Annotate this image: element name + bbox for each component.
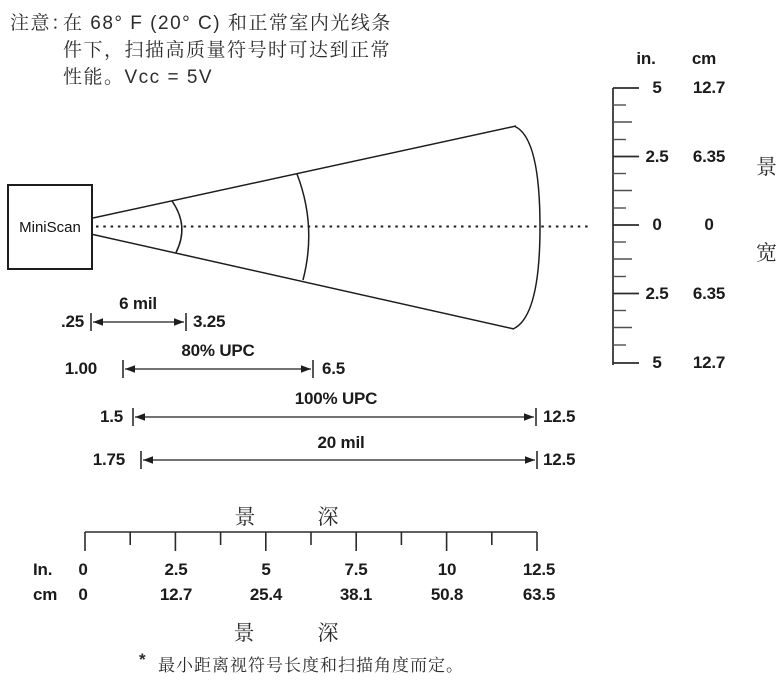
note-prefix: 注意：: [10, 13, 72, 34]
range-bar-min: 1.75: [92, 450, 125, 469]
right-ruler-cm-value: 12.7: [692, 353, 726, 372]
right-ruler-in-value: 0: [652, 215, 662, 234]
note-line-1: 在 68° F (20° C) 和正常室内光线条: [63, 13, 392, 34]
range-bar-min: 1.5: [99, 407, 123, 426]
range-bar-100upc-line: [133, 408, 536, 426]
depth-of-field-axis: [85, 532, 537, 551]
depth-axis-title-top-right: 深: [317, 506, 339, 529]
depth-axis-in-value: 7.5: [344, 560, 368, 579]
range-bar-label: 20 mil: [317, 433, 365, 452]
right-ruler-in-value: 2.5: [645, 146, 669, 166]
range-bar-max: 3.25: [193, 312, 226, 331]
right-ruler-cm-header: cm: [691, 49, 717, 68]
right-ruler-cm-value: 6.35: [692, 146, 726, 166]
range-bar-20mil-line: [141, 451, 537, 469]
scan-width-axis-label-bottom: 宽: [756, 242, 777, 265]
scan-width-axis-label-top: 景: [756, 156, 777, 179]
footnote-text: 最小距离视符号长度和扫描角度而定。: [158, 656, 464, 675]
depth-axis-cm-value: 0: [78, 585, 88, 604]
range-bar-80upc-line: [123, 360, 313, 378]
depth-axis-cm-value: 50.8: [430, 585, 464, 604]
range-bar-max: 6.5: [322, 359, 346, 378]
depth-axis-title-bottom-right: 深: [317, 622, 339, 645]
range-bar-min: 1.00: [64, 359, 97, 378]
right-ruler-cm-value: 12.7: [692, 78, 726, 97]
right-ruler-cm-value: 0: [704, 215, 714, 234]
right-ruler-in-value: 5: [652, 78, 662, 97]
range-bar-6mil-line: [91, 313, 186, 331]
right-ruler-in-header: in.: [636, 49, 656, 68]
footnote-marker: *: [139, 650, 147, 669]
range-bar-max: 12.5: [543, 407, 576, 426]
depth-axis-in-value: 2.5: [164, 560, 188, 579]
range-bar-label: 6 mil: [119, 294, 157, 313]
depth-axis-cm-label: cm: [33, 585, 58, 604]
depth-axis-in-value: 10: [437, 560, 457, 579]
depth-axis-cm-value: 38.1: [339, 585, 373, 604]
note-line-2: 件下，扫描高质量符号时可达到正常: [63, 40, 392, 61]
scan-width-ruler: [613, 88, 639, 365]
depth-axis-in-value: 5: [261, 560, 271, 579]
scanner-box: [7, 184, 93, 270]
depth-axis-in-value: 0: [78, 560, 88, 579]
depth-axis-cm-value: 25.4: [249, 585, 283, 604]
right-ruler-cm-value: 6.35: [692, 283, 726, 303]
right-ruler-in-value: 2.5: [645, 283, 669, 303]
range-bar-max: 12.5: [543, 450, 576, 469]
range-bar-min: .25: [60, 312, 84, 331]
range-bar-label: 100% UPC: [294, 389, 378, 408]
depth-axis-title-top-left: 景: [234, 506, 256, 529]
depth-axis-title-bottom-left: 景: [233, 622, 255, 645]
scanner-label: MiniScan: [19, 218, 81, 236]
depth-axis-in-value: 12.5: [522, 560, 556, 579]
right-ruler-in-value: 5: [652, 353, 662, 372]
note-line-3: 性能。Vcc = 5V: [63, 67, 214, 88]
depth-axis-cm-value: 63.5: [522, 585, 556, 604]
depth-axis-cm-value: 12.7: [159, 585, 193, 604]
range-bar-label: 80% UPC: [181, 341, 255, 360]
depth-axis-in-label: In.: [33, 560, 53, 579]
